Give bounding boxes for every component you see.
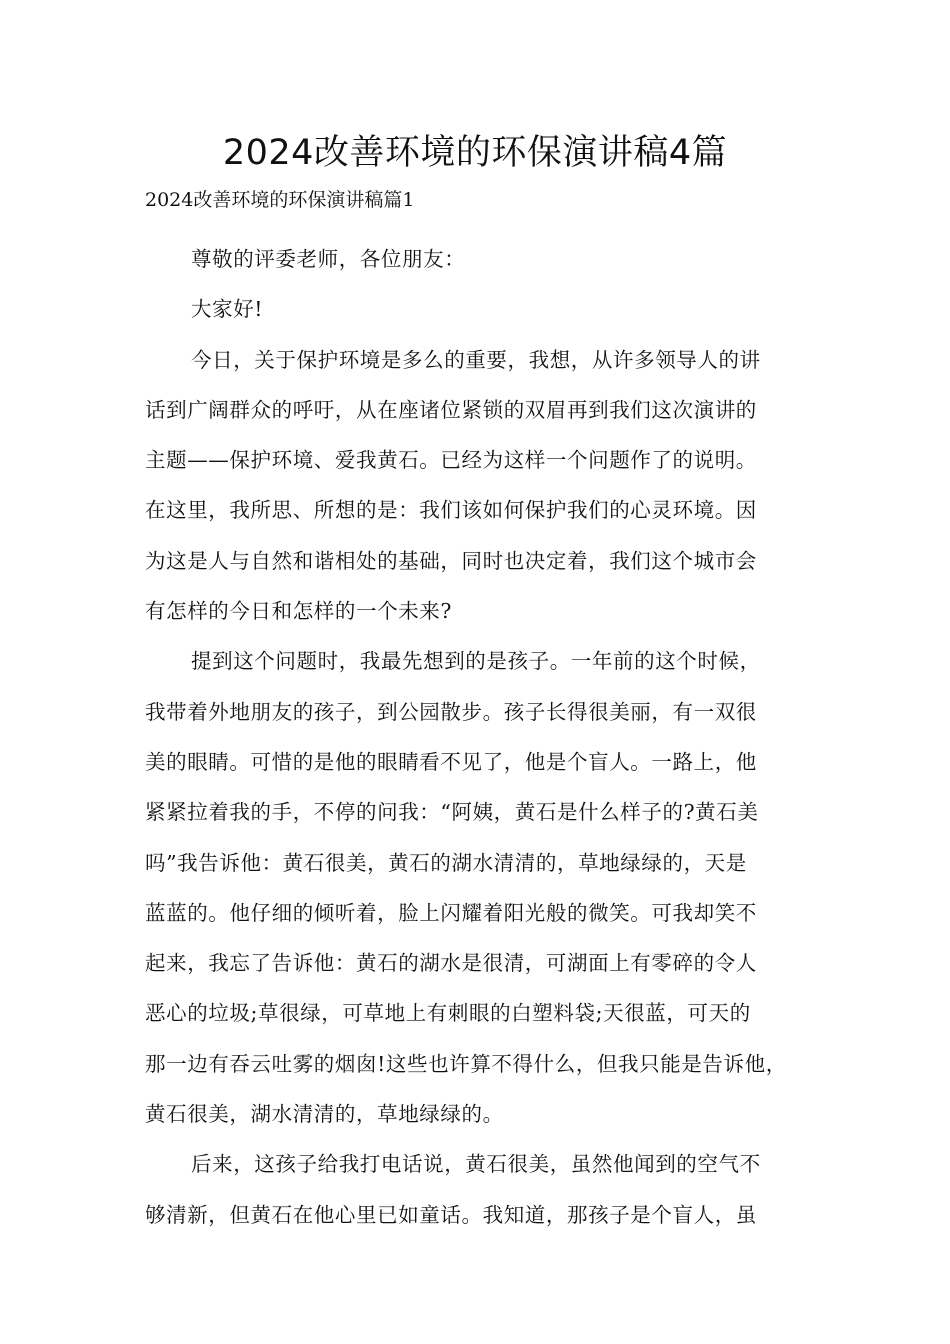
text-line: 有怎样的今日和怎样的一个未来? (145, 599, 452, 624)
paragraph-intro (145, 335, 825, 637)
text-line: 美的眼睛。可惜的是他的眼睛看不见了，他是个盲人。一路上，他 (145, 749, 757, 774)
text-line: 吗”我告诉他：黄石很美，黄石的湖水清清的，草地绿绿的，天是 (145, 850, 747, 875)
document-title: 2024改善环境的环保演讲稿4篇 (222, 133, 728, 173)
text-line: 话到广阔群众的呼吁，从在座诸位紧锁的双眉再到我们这次演讲的 (145, 397, 757, 422)
text-line: 我带着外地朋友的孩子，到公园散步。孩子长得很美丽，有一双很 (145, 699, 757, 724)
section-subtitle: 2024改善环境的环保演讲稿篇1 (145, 189, 415, 211)
text-line: 黄石很美，湖水清清的，草地绿绿的。 (145, 1102, 504, 1127)
text-line: 恶心的垃圾;草很绿，可草地上有刺眼的白塑料袋;天很蓝，可天的 (145, 1001, 751, 1026)
text-line: 后来，这孩子给我打电话说，黄石很美，虽然他闻到的空气不 (191, 1152, 761, 1177)
text-line: 主题——保护环境、爱我黄石。已经为这样一个问题作了的说明。 (145, 448, 757, 473)
paragraph-later (145, 1139, 825, 1240)
text-line: 够清新，但黄石在他心里已如童话。我知道，那孩子是个盲人，虽 (145, 1202, 757, 1227)
text-line: 提到这个问题时，我最先想到的是孩子。一年前的这个时候， (191, 649, 761, 674)
paragraph-hello (145, 284, 825, 334)
paragraph-story (145, 636, 825, 1139)
text-line: 为这是人与自然和谐相处的基础，同时也决定着，我们这个城市会 (145, 548, 757, 573)
text-line: 尊敬的评委老师，各位朋友： (191, 247, 466, 271)
text-line: 那一边有吞云吐雾的烟囱!这些也许算不得什么，但我只能是告诉他， (145, 1051, 787, 1076)
text-line: 起来，我忘了告诉他：黄石的湖水是很清，可湖面上有零碎的令人 (145, 951, 757, 976)
text-line: 蓝蓝的。他仔细的倾听着，脸上闪耀着阳光般的微笑。可我却笑不 (145, 900, 757, 925)
text-line: 大家好! (191, 297, 264, 322)
document-body (145, 234, 825, 1240)
text-line: 在这里，我所思、所想的是：我们该如何保护我们的心灵环境。因 (145, 498, 757, 523)
text-line: 今日，关于保护环境是多么的重要，我想，从许多领导人的讲 (191, 347, 761, 372)
paragraph-greeting (145, 234, 825, 284)
text-line: 紧紧拉着我的手，不停的问我：“阿姨，黄石是什么样子的?黄石美 (145, 800, 759, 825)
